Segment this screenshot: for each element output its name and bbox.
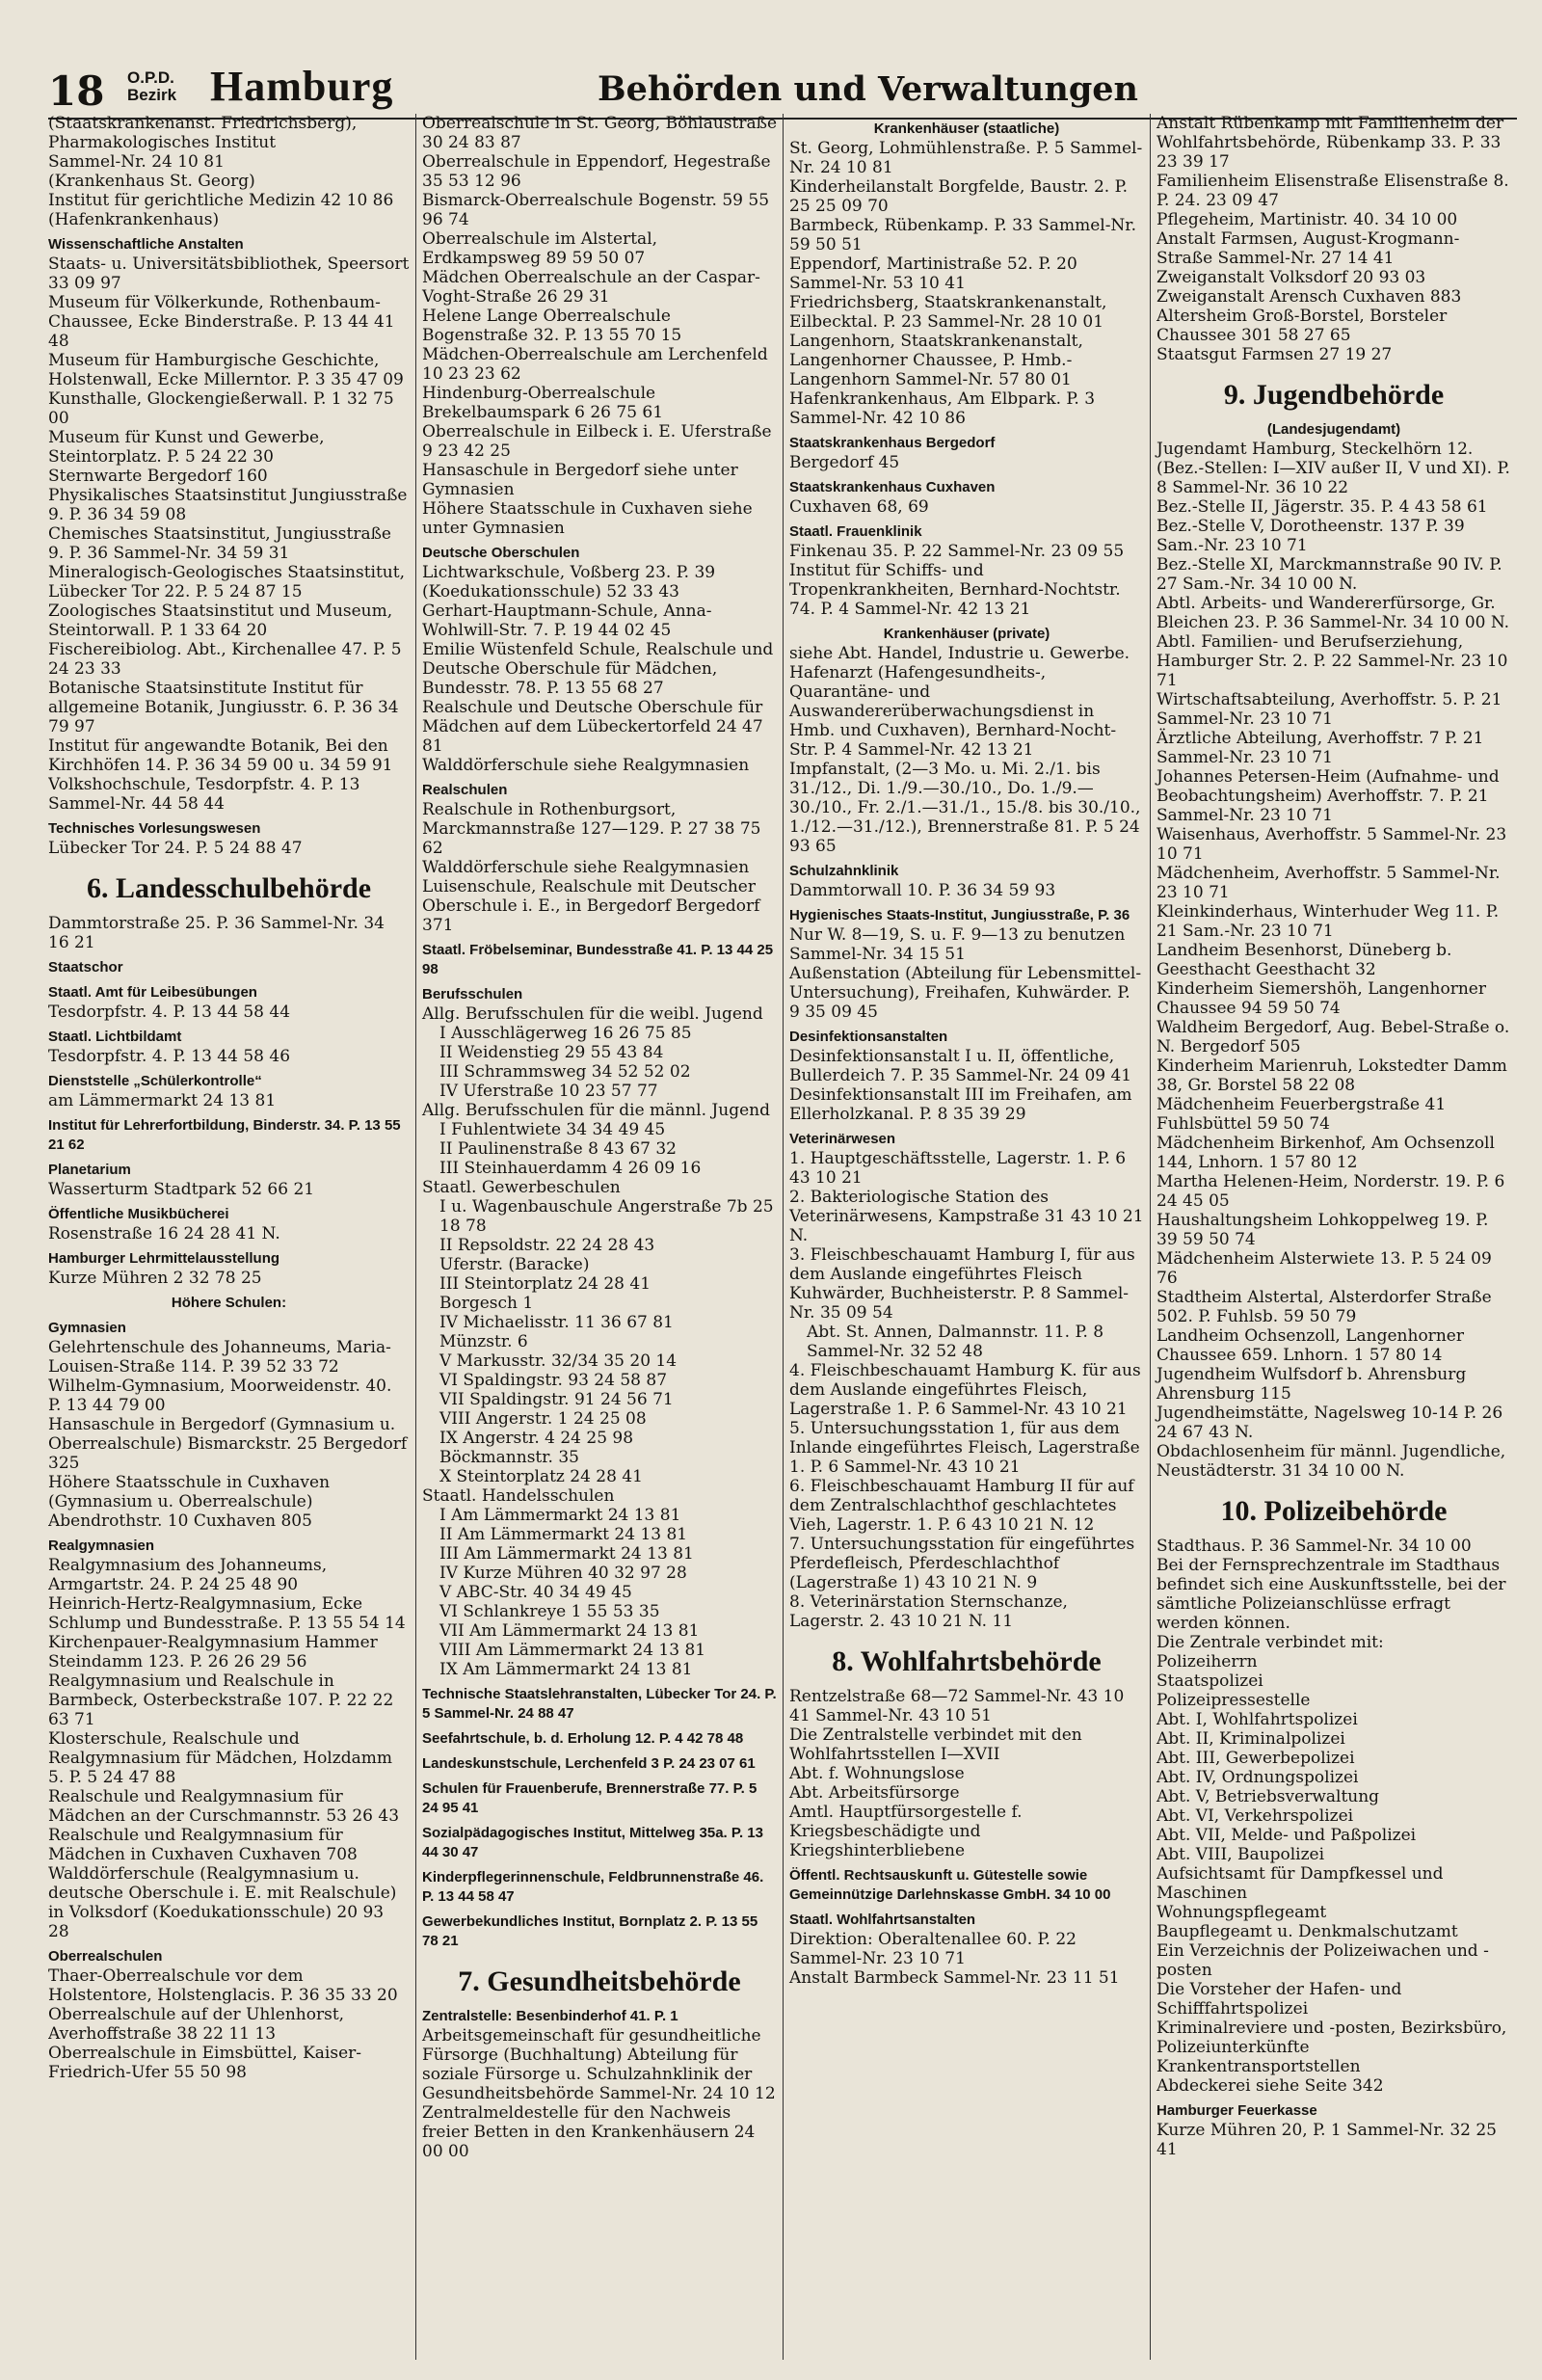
entry: Helene Lange Oberrealschule Bogenstraße 32. P. 13 55 70 15 xyxy=(422,307,682,345)
entry: Waisenhaus, Averhoffstr. 5 Sammel-Nr. 23 10 71 xyxy=(1156,825,1507,864)
entry: Hafenkrankenhaus, Am Elbpark. P. 3 Sammel-Nr. 42 10 86 xyxy=(789,389,1096,428)
entry: Klosterschule, Realschule und Realgymnasium für Mädchen, Holzdamm 5. P. 5 24 47 88 xyxy=(48,1729,392,1787)
entry: Ärztliche Abteilung, Averhoffstr. 7 P. 21 Sammel-Nr. 23 10 71 xyxy=(1156,729,1484,767)
entry: Abt. VI, Verkehrspolizei xyxy=(1156,1806,1354,1826)
entry-heading: Schulen für Frauenberufe, Brennerstraße 77. P. 5 24 95 41 xyxy=(422,1780,758,1816)
entry: Cuxhaven 68, 69 xyxy=(789,497,929,517)
entry: Jugendamt Hamburg, Steckelhörn 12. (Bez.-Stellen: I—XIV außer II, V und XI). P. 8 Sammel-Nr. 36 10 22 xyxy=(1156,440,1510,497)
sub-entry: Münzstr. 6 xyxy=(439,1332,528,1351)
entry-heading: Staatl. Amt für Leibesübungen xyxy=(48,984,257,1001)
entry: Realschule und Deutsche Oberschule für Mädchen auf dem Lübeckertorfeld 24 47 81 xyxy=(422,698,763,756)
sub-entry: II Am Lämmermarkt 24 13 81 xyxy=(439,1525,688,1544)
entry: 5. Untersuchungsstation 1, für aus dem Inlande eingeführtes Fleisch, Lagerstraße 1. P. 6 Sammel-Nr. 43 10 21 xyxy=(789,1419,1140,1477)
entry: Bei der Fernsprechzentrale im Stadthaus befindet sich eine Auskunftsstelle, bei der sämtliche Polizeianschlüsse erfragt werden können. xyxy=(1156,1556,1506,1633)
entry-heading: Staatl. Wohlfahrtsanstalten xyxy=(789,1912,976,1928)
entry: Gelehrtenschule des Johanneums, Maria-Louisen-Straße 114. P. 39 52 33 72 xyxy=(48,1338,391,1377)
page-number: 18 xyxy=(48,67,105,115)
entry: Wohnungspflegeamt xyxy=(1156,1903,1327,1922)
sub-entry: VI Schlankreye 1 55 53 35 xyxy=(439,1602,660,1621)
entry: Zweiganstalt Arensch Cuxhaven 883 xyxy=(1156,287,1462,307)
entry: Rosenstraße 16 24 28 41 N. xyxy=(48,1224,280,1243)
entry: Kunsthalle, Glockengießerwall. P. 1 32 75 00 xyxy=(48,389,394,428)
entry: Realschule und Realgymnasium für Mädchen in Cuxhaven Cuxhaven 708 xyxy=(48,1826,358,1864)
sub-entry: IX Am Lämmermarkt 24 13 81 xyxy=(439,1660,693,1679)
entry: Waldheim Bergedorf, Aug. Bebel-Straße o. N. Bergedorf 505 xyxy=(1156,1018,1510,1056)
sub-entry: I u. Wagenbauschule Angerstraße 7b 25 18 78 xyxy=(439,1197,774,1236)
entry: Amtl. Hauptfürsorgestelle f. Kriegsbeschädigte und Kriegshinterbliebene xyxy=(789,1803,1023,1860)
entry: Ein Verzeichnis der Polizeiwachen und -posten xyxy=(1156,1941,1489,1980)
entry: Polizeipressestelle xyxy=(1156,1691,1311,1710)
entry: Abt. V, Betriebsverwaltung xyxy=(1156,1787,1380,1806)
entry: Außenstation (Abteilung für Lebensmittel-Untersuchung), Freihafen, Kuhwärder. P. 9 35 09 45 xyxy=(789,964,1142,1022)
sub-entry: IV Uferstraße 10 23 57 77 xyxy=(439,1082,658,1101)
entry-heading: Technische Staatslehranstalten, Lübecker Tor 24. P. 5 Sammel-Nr. 24 88 47 xyxy=(422,1686,777,1722)
entry: 8. Veterinärstation Sternschanze, Lagerstr. 2. 43 10 21 N. 11 xyxy=(789,1592,1068,1631)
entry: Rentzelstraße 68—72 Sammel-Nr. 43 10 41 Sammel-Nr. 43 10 51 xyxy=(789,1687,1125,1725)
entry: Desinfektionsanstalt I u. II, öffentliche, Bullerdeich 7. P. 35 Sammel-Nr. 24 09 41 xyxy=(789,1047,1132,1085)
sub-entry: VI Spaldingstr. 93 24 58 87 xyxy=(439,1371,668,1390)
entry: Nur W. 8—19, S. u. F. 9—13 zu benutzen Sammel-Nr. 34 15 51 xyxy=(789,925,1126,964)
entry: Jugendheim Wulfsdorf b. Ahrensburg Ahrensburg 115 xyxy=(1156,1365,1467,1404)
entry: Botanische Staatsinstitute Institut für allgemeine Botanik, Jungiusstr. 6. P. 36 34 79 97 xyxy=(48,679,399,736)
entry: Dammtorstraße 25. P. 36 Sammel-Nr. 34 16 21 xyxy=(48,914,385,952)
entry-heading: Gewerbekundliches Institut, Bornplatz 2. P. 13 55 78 21 xyxy=(422,1913,758,1949)
entry: Finkenau 35. P. 22 Sammel-Nr. 23 09 55 xyxy=(789,542,1125,561)
sub-entry: III Am Lämmermarkt 24 13 81 xyxy=(439,1544,694,1564)
entry: Hansaschule in Bergedorf (Gymnasium u. Oberrealschule) Bismarckstr. 25 Bergedorf 325 xyxy=(48,1415,408,1473)
entry: Mädchen Oberrealschule an der Caspar-Voght-Straße 26 29 31 xyxy=(422,268,760,307)
entry: Realgymnasium des Johanneums, Armgartstr. 24. P. 24 25 48 90 xyxy=(48,1556,328,1594)
entry: Kinderheim Siemershöh, Langenhorner Chaussee 94 59 50 74 xyxy=(1156,979,1486,1018)
entry-heading: Deutsche Oberschulen xyxy=(422,545,580,561)
entry-heading: Sozialpädagogisches Institut, Mittelweg 35a. P. 13 44 30 47 xyxy=(422,1825,763,1860)
entry: Langenhorn, Staatskrankenanstalt, Langenhorner Chaussee, P. Hmb.-Langenhorn Sammel-Nr. 57 80 01 xyxy=(789,332,1083,389)
entry: (Krankenhaus St. Georg) xyxy=(48,172,255,191)
entry: Staatsgut Farmsen 27 19 27 xyxy=(1156,345,1393,364)
sub-entry: I Am Lämmermarkt 24 13 81 xyxy=(439,1506,681,1525)
sub-entry: IX Angerstr. 4 24 25 98 xyxy=(439,1429,634,1448)
entry: Hafenarzt (Hafengesundheits-, Quarantäne- und Auswandererüberwachungsdienst in Hmb. und Cuxhaven), Bernhard-Nocht-Str. P. 4 Sammel-Nr. 42 13 21 xyxy=(789,663,1117,760)
entry: Oberrealschule in St. Georg, Böhlaustraße 30 24 83 87 xyxy=(422,114,778,152)
entry: Bismarck-Oberrealschule Bogenstr. 59 55 96 74 xyxy=(422,191,770,229)
entry: Abt. Arbeitsfürsorge xyxy=(789,1783,960,1803)
entry: Oberrealschule auf der Uhlenhorst, Averhoffstraße 38 22 11 13 xyxy=(48,2005,345,2044)
entry: Walddörferschule siehe Realgymnasien xyxy=(422,858,750,877)
entry: Kinderheilanstalt Borgfelde, Baustr. 2. P. 25 25 09 70 xyxy=(789,177,1128,216)
columns xyxy=(48,114,1517,2360)
sub-entry: Böckmannstr. 35 xyxy=(439,1448,579,1467)
column-1 xyxy=(48,114,415,2360)
sub-entry: III Schrammsweg 34 52 52 02 xyxy=(439,1062,691,1082)
entry: Anstalt Barmbeck Sammel-Nr. 23 11 51 xyxy=(789,1968,1120,1988)
entry: 6. Fleischbeschauamt Hamburg II für auf dem Zentralschlachthof geschlachtetes Vieh, Lagerstr. 1. P. 6 43 10 21 N. 12 xyxy=(789,1477,1134,1535)
entry-heading: Öffentl. Rechtsauskunft u. Gütestelle sowie Gemeinnützige Darlehnskasse GmbH. 34 10 00 xyxy=(789,1867,1111,1903)
sub-entry: V ABC-Str. 40 34 49 45 xyxy=(439,1583,632,1602)
entry: Sammel-Nr. 24 10 81 xyxy=(48,152,225,172)
entry-heading: Staatskrankenhaus Cuxhaven xyxy=(789,479,996,495)
entry: Baupflegeamt u. Denkmalschutzamt xyxy=(1156,1922,1458,1941)
entry: St. Georg, Lohmühlenstraße. P. 5 Sammel-Nr. 24 10 81 xyxy=(789,139,1143,177)
centered-heading: (Landesjugendamt) xyxy=(1266,421,1401,438)
entry-heading: Berufsschulen xyxy=(422,986,523,1003)
entry: Zentralmeldestelle für den Nachweis freier Betten in den Krankenhäusern 24 00 00 xyxy=(422,2103,756,2161)
entry: Jugendheimstätte, Nagelsweg 10-14 P. 26 24 67 43 N. xyxy=(1156,1404,1503,1442)
entry: Dammtorwall 10. P. 36 34 59 93 xyxy=(789,881,1056,900)
column-4 xyxy=(1150,114,1517,2360)
entry: Pflegeheim, Martinistr. 40. 34 10 00 xyxy=(1156,210,1458,229)
sub-entry: IV Kurze Mühren 40 32 97 28 xyxy=(439,1564,687,1583)
entry: Abt. f. Wohnungslose xyxy=(789,1764,965,1783)
entry: am Lämmermarkt 24 13 81 xyxy=(48,1091,277,1110)
entry: Mädchenheim Birkenhof, Am Ochsenzoll 144, Lnhorn. 1 57 80 12 xyxy=(1156,1134,1495,1172)
entry: Institut für angewandte Botanik, Bei den Kirchhöfen 14. P. 36 34 59 00 u. 34 59 91 xyxy=(48,736,393,775)
entry: Kurze Mühren 2 32 78 25 xyxy=(48,1269,262,1288)
entry: Gerhart-Hauptmann-Schule, Anna-Wohlwill-Str. 7. P. 19 44 02 45 xyxy=(422,602,712,640)
entry: Obdachlosenheim für männl. Jugendliche, Neustädterstr. 31 34 10 00 N. xyxy=(1156,1442,1506,1481)
entry: Die Zentralstelle verbindet mit den Wohlfahrtsstellen I—XVII xyxy=(789,1725,1082,1764)
entry: Bergedorf 45 xyxy=(789,453,900,472)
entry: Abtl. Familien- und Berufserziehung, Hamburger Str. 2. P. 22 Sammel-Nr. 23 10 71 xyxy=(1156,632,1508,690)
entry-heading: Hamburger Lehrmittelausstellung xyxy=(48,1250,280,1267)
entry-heading: Realschulen xyxy=(422,782,508,798)
entry-heading: Hygienisches Staats-Institut, Jungiusstraße, P. 36 xyxy=(789,907,1130,923)
entry: Abt. IV, Ordnungspolizei xyxy=(1156,1768,1359,1787)
entry-heading: Seefahrtschule, b. d. Erholung 12. P. 4 42 78 48 xyxy=(422,1730,744,1747)
entry: Staats- u. Universitätsbibliothek, Speersort 33 09 97 xyxy=(48,254,410,293)
section-title: 7. Gesundheitsbehörde xyxy=(458,1966,741,1997)
entry-heading: Schulzahnklinik xyxy=(789,863,899,879)
entry: Martha Helenen-Heim, Norderstr. 19. P. 6 24 45 05 xyxy=(1156,1172,1505,1211)
entry: Abt. VIII, Baupolizei xyxy=(1156,1845,1325,1864)
entry-heading: Staatl. Lichtbildamt xyxy=(48,1029,182,1045)
entry-heading: Dienststelle „Schülerkontrolle“ xyxy=(48,1073,262,1089)
sub-entry: Borgesch 1 xyxy=(439,1294,534,1313)
entry: Krankentransportstellen xyxy=(1156,2057,1361,2076)
entry: Museum für Hamburgische Geschichte, Holstenwall, Ecke Millerntor. P. 3 35 47 09 xyxy=(48,351,404,389)
entry: Abdeckerei siehe Seite 342 xyxy=(1156,2076,1384,2096)
entry: 3. Fleischbeschauamt Hamburg I, für aus dem Auslande eingeführtes Fleisch Kuhwärder, Buchheisterstr. P. 8 Sammel-Nr. 35 09 54 xyxy=(789,1245,1135,1323)
entry-heading: Realgymnasien xyxy=(48,1538,155,1554)
page-header xyxy=(48,58,1517,116)
entry: Polizeiherrn xyxy=(1156,1652,1258,1671)
centered-heading: Höhere Schulen: xyxy=(171,1295,287,1311)
entry: Kriminalreviere und -posten, Bezirksbüro, Polizeiunterkünfte xyxy=(1156,2019,1507,2057)
entry: Anstalt Farmsen, August-Krogmann-Straße Sammel-Nr. 27 14 41 xyxy=(1156,229,1460,268)
entry-heading: Öffentliche Musikbücherei xyxy=(48,1206,229,1222)
centered-heading: Krankenhäuser (private) xyxy=(883,626,1050,642)
section-title: 9. Jugendbehörde xyxy=(1223,379,1445,411)
entry: Allg. Berufsschulen für die weibl. Jugend xyxy=(422,1004,763,1024)
entry-heading: Gymnasien xyxy=(48,1320,126,1336)
entry: Arbeitsgemeinschaft für gesundheitliche Fürsorge (Buchhaltung) Abteilung für soziale Fürsorge u. Schulzahnklinik der Gesundheitsbehörde Sammel-Nr. 24 10 12 xyxy=(422,2026,776,2103)
sub-entry: III Steinhauerdamm 4 26 09 16 xyxy=(439,1159,702,1178)
entry: Realschule und Realgymnasium für Mädchen an der Curschmannstr. 53 26 43 xyxy=(48,1787,400,1826)
column-2 xyxy=(415,114,783,2360)
entry: Mädchen-Oberrealschule am Lerchenfeld 10 23 23 62 xyxy=(422,345,768,384)
entry: Kurze Mühren 20, P. 1 Sammel-Nr. 32 25 41 xyxy=(1156,2121,1497,2159)
entry-heading: Staatskrankenhaus Bergedorf xyxy=(789,435,996,451)
entry: Allg. Berufsschulen für die männl. Jugend xyxy=(422,1101,770,1120)
sub-entry: V Markusstr. 32/34 35 20 14 xyxy=(439,1351,678,1371)
entry-heading: Planetarium xyxy=(48,1162,131,1178)
entry: Mädchenheim Feuerbergstraße 41 Fuhlsbüttel 59 50 74 xyxy=(1156,1095,1447,1134)
entry: Landheim Besenhorst, Düneberg b. Geesthacht Geesthacht 32 xyxy=(1156,941,1452,979)
entry: Realgymnasium und Realschule in Barmbeck, Osterbeckstraße 107. P. 22 22 63 71 xyxy=(48,1671,394,1729)
entry: Heinrich-Hertz-Realgymnasium, Ecke Schlump und Bundesstraße. P. 13 55 54 14 xyxy=(48,1594,406,1633)
entry: Institut für gerichtliche Medizin 42 10 86 xyxy=(48,191,394,210)
sub-entry: X Steintorplatz 24 28 41 xyxy=(439,1467,643,1486)
entry: Tesdorpfstr. 4. P. 13 44 58 44 xyxy=(48,1003,291,1022)
entry-heading: Veterinärwesen xyxy=(789,1131,896,1147)
entry: Walddörferschule siehe Realgymnasien xyxy=(422,756,750,775)
entry: Institut für Schiffs- und Tropenkrankheiten, Bernhard-Nochtstr. 74. P. 4 Sammel-Nr. 42 13 21 xyxy=(789,561,1121,619)
district-line-2: Bezirk xyxy=(127,86,177,104)
entry: 2. Bakteriologische Station des Veterinärwesens, Kampstraße 31 43 10 21 N. xyxy=(789,1188,1144,1245)
entry: Kleinkinderhaus, Winterhuder Weg 11. P. 21 Sam.-Nr. 23 10 71 xyxy=(1156,902,1500,941)
entry: 7. Untersuchungsstation für eingeführtes Pferdefleisch, Pferdeschlachthof (Lagerstraße 1) 43 10 21 N. 9 xyxy=(789,1535,1135,1592)
entry: Zoologisches Staatsinstitut und Museum, Steintorwall. P. 1 33 64 20 xyxy=(48,602,393,640)
sub-entry: III Steintorplatz 24 28 41 xyxy=(439,1274,651,1294)
sub-entry: Abt. St. Annen, Dalmannstr. 11. P. 8 Sammel-Nr. 32 52 48 xyxy=(807,1323,1104,1361)
sub-entry: I Fuhlentwiete 34 34 49 45 xyxy=(439,1120,666,1139)
sub-entry: II Weidenstieg 29 55 43 84 xyxy=(439,1043,664,1062)
entry-heading: Hamburger Feuerkasse xyxy=(1156,2102,1317,2119)
entry: Stadtheim Alstertal, Alsterdorfer Straße 502. P. Fuhlsb. 59 50 79 xyxy=(1156,1288,1492,1326)
sub-entry: VII Am Lämmermarkt 24 13 81 xyxy=(439,1621,700,1641)
sub-entry: VIII Am Lämmermarkt 24 13 81 xyxy=(439,1641,706,1660)
column-3 xyxy=(783,114,1150,2360)
entry-heading: Landeskunstschule, Lerchenfeld 3 P. 24 23 07 61 xyxy=(422,1755,756,1772)
entry: Fischereibiolog. Abt., Kirchenallee 47. P. 5 24 23 33 xyxy=(48,640,402,679)
sub-entry: VIII Angerstr. 1 24 25 08 xyxy=(439,1409,647,1429)
entry: Museum für Kunst und Gewerbe, Steintorplatz. P. 5 24 22 30 xyxy=(48,428,325,467)
entry-heading: Staatschor xyxy=(48,959,123,976)
entry: Friedrichsberg, Staatskrankenanstalt, Eilbecktal. P. 23 Sammel-Nr. 28 10 01 xyxy=(789,293,1107,332)
entry: Oberrealschule in Eimsbüttel, Kaiser-Friedrich-Ufer 55 50 98 xyxy=(48,2044,362,2082)
entry: Lichtwarkschule, Voßberg 23. P. 39 (Koedukationsschule) 52 33 43 xyxy=(422,563,716,602)
entry: Familienheim Elisenstraße Elisenstraße 8. P. 24. 23 09 47 xyxy=(1156,172,1509,210)
entry: Abtl. Arbeits- und Wandererfürsorge, Gr. Bleichen 23. P. 36 Sammel-Nr. 34 10 00 N. xyxy=(1156,594,1510,632)
entry: Mädchenheim Alsterwiete 13. P. 5 24 09 76 xyxy=(1156,1249,1492,1288)
entry: Höhere Staatsschule in Cuxhaven (Gymnasium u. Oberrealschule) Abendrothstr. 10 Cuxhaven 805 xyxy=(48,1473,331,1531)
entry: Staatl. Gewerbeschulen xyxy=(422,1178,621,1197)
entry: Chemisches Staatsinstitut, Jungiusstraße 9. P. 36 Sammel-Nr. 34 59 31 xyxy=(48,524,391,563)
entry: Mädchenheim, Averhoffstr. 5 Sammel-Nr. 23 10 71 xyxy=(1156,864,1501,902)
centered-heading: Krankenhäuser (staatliche) xyxy=(873,120,1060,137)
entry: Höhere Staatsschule in Cuxhaven siehe unter Gymnasien xyxy=(422,499,753,538)
entry: Kinderheim Marienruh, Lokstedter Damm 38, Gr. Borstel 58 22 08 xyxy=(1156,1056,1507,1095)
sub-entry: IV Michaelisstr. 11 36 67 81 xyxy=(439,1313,674,1332)
sub-entry: I Ausschlägerweg 16 26 75 85 xyxy=(439,1024,692,1043)
entry: Abt. II, Kriminalpolizei xyxy=(1156,1729,1345,1749)
entry-heading: Kinderpflegerinnenschule, Feldbrunnenstraße 46. P. 13 44 58 47 xyxy=(422,1869,764,1905)
entry-heading: Staatl. Frauenklinik xyxy=(789,523,922,540)
entry: Stadthaus. P. 36 Sammel-Nr. 34 10 00 xyxy=(1156,1537,1472,1556)
section-title: 6. Landesschulbehörde xyxy=(86,872,372,904)
entry: Hindenburg-Oberrealschule Brekelbaumspark 6 26 75 61 xyxy=(422,384,664,422)
entry: Aufsichtsamt für Dampfkessel und Maschinen xyxy=(1156,1864,1444,1903)
entry: (Hafenkrankenhaus) xyxy=(48,210,220,229)
entry: (Staatskrankenanst. Friedrichsberg), Pharmakologisches Institut xyxy=(48,114,358,152)
entry-heading: Zentralstelle: Besenbinderhof 41. P. 1 xyxy=(422,2008,678,2024)
entry: Wilhelm-Gymnasium, Moorweidenstr. 40. P. 13 44 79 00 xyxy=(48,1377,392,1415)
sub-entry: II Repsoldstr. 22 24 28 43 xyxy=(439,1236,655,1255)
entry: Haushaltungsheim Lohkoppelweg 19. P. 39 59 50 74 xyxy=(1156,1211,1489,1249)
entry-heading: Oberrealschulen xyxy=(48,1948,163,1965)
entry-heading: Wissenschaftliche Anstalten xyxy=(48,236,244,253)
section-title: 8. Wohlfahrtsbehörde xyxy=(832,1645,1102,1677)
entry-heading: Institut für Lehrerfortbildung, Binderstr. 34. P. 13 55 21 62 xyxy=(48,1117,401,1153)
entry: siehe Abt. Handel, Industrie u. Gewerbe. xyxy=(789,644,1130,663)
entry: Altersheim Groß-Borstel, Borsteler Chaussee 301 58 27 65 xyxy=(1156,307,1448,345)
entry: Sternwarte Bergedorf 160 xyxy=(48,467,268,486)
entry: Direktion: Oberaltenallee 60. P. 22 Sammel-Nr. 23 10 71 xyxy=(789,1930,1077,1968)
entry: Museum für Völkerkunde, Rothenbaum-Chaussee, Ecke Binderstraße. P. 13 44 41 48 xyxy=(48,293,395,351)
district-line-1: O.P.D. xyxy=(127,68,174,87)
entry: Staatspolizei xyxy=(1156,1671,1263,1691)
entry: Oberrealschule in Eilbeck i. E. Uferstraße 9 23 42 25 xyxy=(422,422,772,461)
section-title: 10. Polizeibehörde xyxy=(1220,1495,1448,1527)
entry: Landheim Ochsenzoll, Langenhorner Chaussee 659. Lnhorn. 1 57 80 14 xyxy=(1156,1326,1464,1365)
entry: Mineralogisch-Geologisches Staatsinstitut, Lübecker Tor 22. P. 5 24 87 15 xyxy=(48,563,405,602)
entry: Staatl. Handelsschulen xyxy=(422,1486,615,1506)
entry: 4. Fleischbeschauamt Hamburg K. für aus dem Auslande eingeführtes Fleisch, Lagerstraße 1. P. 6 Sammel-Nr. 43 10 21 xyxy=(789,1361,1141,1419)
entry: Walddörferschule (Realgymnasium u. deutsche Oberschule i. E. mit Realschule) in Volksdorf (Koedukationsschule) 20 93 28 xyxy=(48,1864,397,1941)
entry: Thaer-Oberrealschule vor dem Holstentore, Holstenglacis. P. 36 35 33 20 xyxy=(48,1966,398,2005)
entry: Tesdorpfstr. 4. P. 13 44 58 46 xyxy=(48,1047,291,1066)
entry: Luisenschule, Realschule mit Deutscher Oberschule i. E., in Bergedorf Bergedorf 371 xyxy=(422,877,760,935)
entry: Kirchenpauer-Realgymnasium Hammer Steindamm 123. P. 26 26 29 56 xyxy=(48,1633,378,1671)
entry: Oberrealschule in Eppendorf, Hegestraße 35 53 12 96 xyxy=(422,152,771,191)
city-name: Hamburg xyxy=(210,63,394,110)
entry: Barmbeck, Rübenkamp. P. 33 Sammel-Nr. 59 50 51 xyxy=(789,216,1136,254)
entry: Abt. I, Wohlfahrtspolizei xyxy=(1156,1710,1358,1729)
sub-entry: Uferstr. (Baracke) xyxy=(439,1255,590,1274)
sub-entry: VII Spaldingstr. 91 24 56 71 xyxy=(439,1390,674,1409)
entry: Zweiganstalt Volksdorf 20 93 03 xyxy=(1156,268,1426,287)
entry: Anstalt Rübenkamp mit Familienheim der Wohlfahrtsbehörde, Rübenkamp 33. P. 33 23 39 17 xyxy=(1156,114,1504,172)
entry: Emilie Wüstenfeld Schule, Realschule und Deutsche Oberschule für Mädchen, Bundesstr. 78. P. 13 55 68 27 xyxy=(422,640,774,698)
entry: Impfanstalt, (2—3 Mo. u. Mi. 2./1. bis 31./12., Di. 1./9.—30./10., Do. 1./9.—30./10., Fr. 2./1.—31./1., 15./8. bis 30./10., 1./12.—31./12.), Brennerstraße 81. P. 5 24 93 65 xyxy=(789,760,1141,856)
entry: Wirtschaftsabteilung, Averhoffstr. 5. P. 21 Sammel-Nr. 23 10 71 xyxy=(1156,690,1502,729)
entry: Abt. III, Gewerbepolizei xyxy=(1156,1749,1355,1768)
entry: Bez.-Stelle V, Dorotheenstr. 137 P. 39 Sam.-Nr. 23 10 71 xyxy=(1156,517,1465,555)
entry: Hansaschule in Bergedorf siehe unter Gymnasien xyxy=(422,461,738,499)
entry: Wasserturm Stadtpark 52 66 21 xyxy=(48,1180,315,1199)
entry: Bez.-Stelle II, Jägerstr. 35. P. 4 43 58 61 xyxy=(1156,497,1488,517)
entry: Realschule in Rothenburgsort, Marckmannstraße 127—129. P. 27 38 75 62 xyxy=(422,800,761,858)
entry: Die Vorsteher der Hafen- und Schifffahrtspolizei xyxy=(1156,1980,1402,2019)
entry: Johannes Petersen-Heim (Aufnahme- und Beobachtungsheim) Averhoffstr. 7. P. 21 Sammel-Nr. 23 10 71 xyxy=(1156,767,1500,825)
entry: Bez.-Stelle XI, Marckmannstraße 90 IV. P. 27 Sam.-Nr. 34 10 00 N. xyxy=(1156,555,1502,594)
district-label xyxy=(127,69,176,104)
entry: Die Zentrale verbindet mit: xyxy=(1156,1633,1384,1652)
page-title: Behörden und Verwaltungen xyxy=(598,69,1139,109)
entry: 1. Hauptgeschäftsstelle, Lagerstr. 1. P. 6 43 10 21 xyxy=(789,1149,1127,1188)
entry: Physikalisches Staatsinstitut Jungiusstraße 9. P. 36 34 59 08 xyxy=(48,486,408,524)
entry: Eppendorf, Martinistraße 52. P. 20 Sammel-Nr. 53 10 41 xyxy=(789,254,1077,293)
entry: Abt. VII, Melde- und Paßpolizei xyxy=(1156,1826,1417,1845)
entry-heading: Desinfektionsanstalten xyxy=(789,1029,948,1045)
entry: Lübecker Tor 24. P. 5 24 88 47 xyxy=(48,839,303,858)
entry-heading: Staatl. Fröbelseminar, Bundesstraße 41. P. 13 44 25 98 xyxy=(422,942,774,977)
entry: Desinfektionsanstalt III im Freihafen, am Ellerholzkanal. P. 8 35 39 29 xyxy=(789,1085,1132,1124)
sub-entry: II Paulinenstraße 8 43 67 32 xyxy=(439,1139,677,1159)
entry-heading: Technisches Vorlesungswesen xyxy=(48,820,261,837)
entry: Oberrealschule im Alstertal, Erdkampsweg 89 59 50 07 xyxy=(422,229,658,268)
entry: Volkshochschule, Tesdorpfstr. 4. P. 13 Sammel-Nr. 44 58 44 xyxy=(48,775,360,814)
